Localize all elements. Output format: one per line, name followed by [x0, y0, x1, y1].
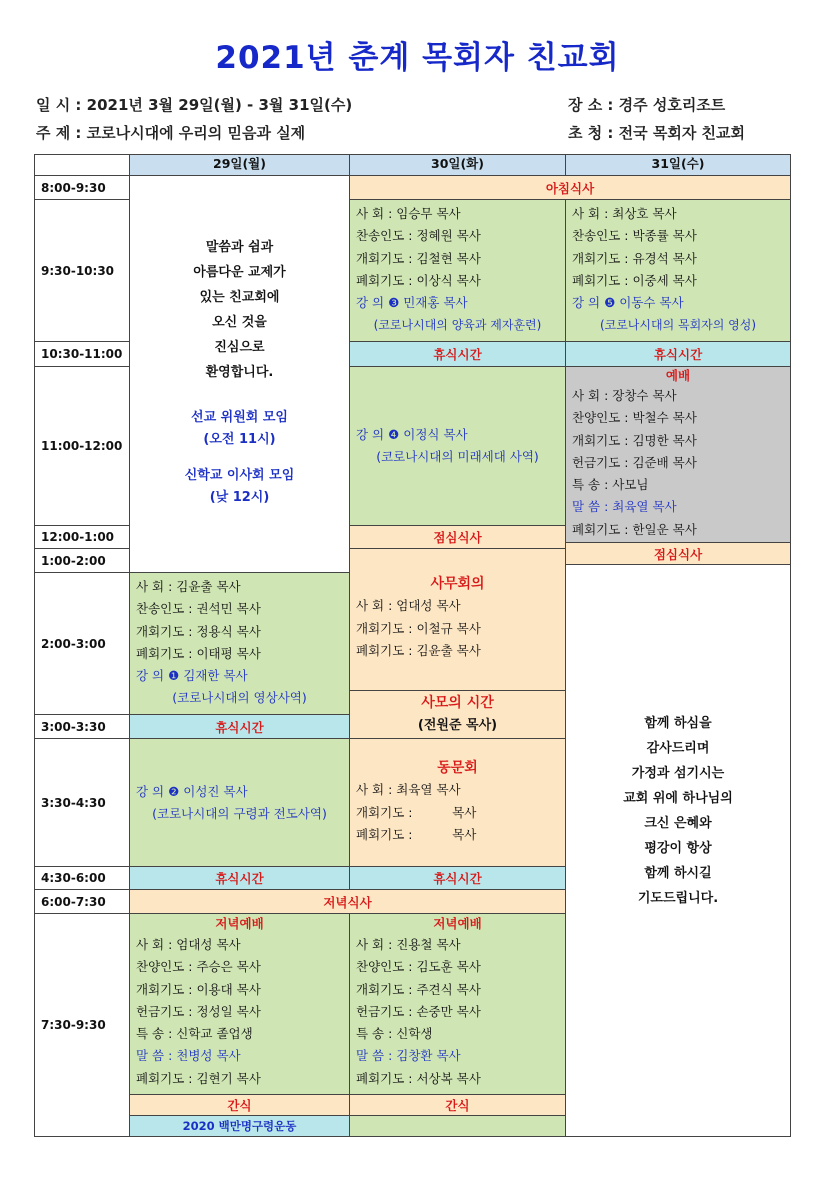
- program-line: 사 회 : 진용철 목사: [356, 937, 461, 952]
- sermon-line: 말 씀 : 최육열 목사: [572, 499, 677, 515]
- program-line: 찬양인도 : 박철수 목사: [572, 410, 697, 426]
- program-line: 개회기도 : 이철규 목사: [356, 620, 481, 636]
- event-theme: 주 제 : 코로나시대에 우리의 믿음과 실제: [36, 124, 306, 142]
- breakfast: 아침식사: [349, 175, 791, 200]
- lecture-topic: (코로나시대의 미래세대 사역): [376, 449, 539, 464]
- event-place: 장 소 : 경주 성호리조트: [568, 96, 726, 114]
- meeting-line: 선교 위원회 모임: [191, 410, 288, 425]
- tue-evening-worship: [349, 913, 566, 1095]
- time-slot: 4:30-6:00: [34, 866, 130, 890]
- lecture-topic: (코로나시대의 목회자의 영성): [599, 318, 757, 333]
- time-slot: 3:00-3:30: [34, 714, 130, 739]
- time-slot: 8:00-9:30: [34, 175, 130, 200]
- closing-line: 감사드리며: [646, 740, 710, 756]
- tue-morning-session: [349, 199, 566, 342]
- program-line: 헌금기도 : 정성일 목사: [136, 1003, 261, 1019]
- rest-time: 휴식시간: [349, 341, 566, 367]
- meeting-line: 신학교 이사회 모임: [184, 468, 295, 483]
- header-corner: [34, 154, 130, 176]
- program-line: 사 회 : 최상호 목사: [572, 206, 677, 221]
- time-slot: 6:00-7:30: [34, 889, 130, 914]
- closing-message: [565, 564, 791, 1137]
- program-line: 사 회 : 임승무 목사: [356, 206, 461, 221]
- lecture-topic: (코로나시대의 구령과 전도사역): [152, 805, 327, 821]
- closing-line: 함께 하시길: [644, 865, 712, 881]
- business-title: 사무회의: [430, 576, 485, 592]
- program-line: 개회기도 : 주견식 목사: [356, 981, 481, 997]
- lunch-tue: 점심식사: [349, 525, 566, 549]
- program-line: 찬양인도 : 김도훈 목사: [356, 959, 481, 975]
- wed-morning-session: [565, 199, 791, 342]
- time-slot: 3:30-4:30: [34, 738, 130, 867]
- rest-time: 휴식시간: [349, 866, 566, 890]
- evening-worship-title: 저녁예배: [433, 916, 482, 931]
- snack-time: 간식: [349, 1094, 566, 1116]
- lecture-line: 강 의 ❶ 김재한 목사: [136, 668, 248, 684]
- lecture-topic: (코로나시대의 양육과 제자훈련): [373, 318, 542, 333]
- rest-time: 휴식시간: [129, 714, 350, 739]
- program-line: 폐회기도 : 이중세 목사: [572, 272, 697, 288]
- mon-evening-worship: [129, 913, 350, 1095]
- dinner-mon-tue: 저녁식사: [129, 889, 566, 914]
- program-line: 폐회기도 : 이상식 목사: [356, 272, 481, 288]
- welcome-line: 오신 것을: [212, 315, 267, 330]
- closing-line: 크신 은혜와: [644, 815, 712, 831]
- program-line: 개회기도 : 이용대 목사: [136, 981, 261, 997]
- welcome-line: 환영합니다.: [205, 365, 274, 380]
- time-slot: 9:30-10:30: [34, 199, 130, 342]
- time-slot: 2:00-3:00: [34, 572, 130, 715]
- program-line: 찬송인도 : 권석민 목사: [136, 601, 261, 617]
- lecture-line: 강 의 ❸ 민재홍 목사: [356, 295, 468, 311]
- day-header-wed: 31일(수): [565, 154, 791, 176]
- time-slot: 1:00-2:00: [34, 548, 130, 573]
- program-line: 찬양인도 : 주승은 목사: [136, 959, 261, 975]
- lecture-line: 강 의 ❷ 이성진 목사: [136, 783, 248, 799]
- program-line: 사 회 : 김윤출 목사: [136, 579, 241, 594]
- program-line: 폐회기도 : 김현기 목사: [136, 1070, 261, 1086]
- tue-wives-time: [349, 690, 566, 739]
- program-line: 개회기도 : 김철현 목사: [356, 250, 481, 266]
- program-line: 개회기도 : 정용식 목사: [136, 623, 261, 639]
- meeting-line: (낮 12시): [209, 490, 270, 505]
- program-line: 폐회기도 : 김윤출 목사: [356, 642, 481, 658]
- meeting-line: (오전 11시): [203, 432, 276, 447]
- mon-welcome-block: [129, 175, 350, 573]
- evening-worship-title: 저녁예배: [215, 916, 264, 931]
- program-line: 개회기도 : 김명한 목사: [572, 432, 697, 448]
- event-date: 일 시 : 2021년 3월 29일(월) - 3월 31일(수): [36, 96, 353, 114]
- day-header-tue: 30일(화): [349, 154, 566, 176]
- mon-afternoon-session: [129, 572, 350, 715]
- welcome-line: 말씀과 쉼과: [205, 240, 274, 255]
- program-line: 찬송인도 : 박종률 목사: [572, 228, 697, 244]
- program-line: 사 회 : 최육열 목사: [356, 782, 461, 798]
- program-line: 사 회 : 장창수 목사: [572, 388, 677, 403]
- wives-speaker: (전원준 목사): [417, 718, 498, 733]
- welcome-line: 있는 친교회에: [199, 290, 280, 305]
- program-line: 헌금기도 : 손중만 목사: [356, 1003, 481, 1019]
- time-slot: 12:00-1:00: [34, 525, 130, 549]
- lecture-line: 강 의 ❹ 이정식 목사: [356, 427, 468, 442]
- program-line: 특 송 : 신학생: [356, 1026, 433, 1042]
- closing-line: 함께 하심을: [644, 715, 712, 731]
- program-line: 사 회 : 엄대성 목사: [136, 937, 241, 952]
- closing-line: 기도드립니다.: [637, 890, 719, 906]
- closing-line: 평강이 항상: [644, 840, 712, 856]
- tue-alumni: [349, 738, 566, 867]
- program-line: 폐회기도 : 이태평 목사: [136, 645, 261, 661]
- time-slot: 7:30-9:30: [34, 913, 130, 1137]
- welcome-line: 아름다운 교제가: [193, 265, 286, 280]
- sermon-line: 말 씀 : 천병성 목사: [136, 1048, 241, 1064]
- wives-title: 사모의 시간: [421, 695, 494, 711]
- program-line: 특 송 : 사모님: [572, 477, 649, 493]
- program-line: 찬송인도 : 정혜원 목사: [356, 228, 481, 244]
- rest-time: 휴식시간: [565, 341, 791, 367]
- program-line: 폐회기도 : 서상복 목사: [356, 1070, 481, 1086]
- lecture-topic: (코로나시대의 영상사역): [172, 690, 307, 706]
- alumni-title: 동문회: [437, 760, 478, 776]
- snack-time: 간식: [129, 1094, 350, 1116]
- mon-lecture2: [129, 738, 350, 867]
- sermon-line: 말 씀 : 김창환 목사: [356, 1048, 461, 1064]
- lecture-line: 강 의 ❺ 이동수 목사: [572, 295, 684, 311]
- event-host: 초 청 : 전국 목회자 친교회: [568, 124, 746, 142]
- closing-line: 가정과 섬기시는: [631, 765, 725, 781]
- rest-time: 휴식시간: [129, 866, 350, 890]
- wed-worship: [565, 366, 791, 543]
- day-header-mon: 29일(월): [129, 154, 350, 176]
- page-title: 2021년 춘계 목회자 친교회: [215, 40, 620, 76]
- campaign-banner: 2020 백만명구령운동: [129, 1115, 350, 1137]
- program-line: 사 회 : 엄대성 목사: [356, 598, 461, 614]
- program-line: 폐회기도 : 목사: [356, 826, 477, 842]
- tue-business-meeting: [349, 548, 566, 691]
- lunch-wed: 점심식사: [565, 542, 791, 565]
- time-slot: 11:00-12:00: [34, 366, 130, 526]
- closing-line: 교회 위에 하나님의: [623, 790, 733, 806]
- tue-lecture4: [349, 366, 566, 526]
- program-line: 특 송 : 신학교 졸업생: [136, 1026, 253, 1042]
- time-slot: 10:30-11:00: [34, 341, 130, 367]
- program-line: 폐회기도 : 한일운 목사: [572, 521, 697, 537]
- program-line: 개회기도 : 목사: [356, 804, 477, 820]
- welcome-line: 진심으로: [214, 340, 265, 355]
- worship-title: 예배: [665, 368, 691, 383]
- program-line: 개회기도 : 유경석 목사: [572, 250, 697, 266]
- tue-empty-cell: [349, 1115, 566, 1137]
- program-line: 헌금기도 : 김준배 목사: [572, 454, 697, 470]
